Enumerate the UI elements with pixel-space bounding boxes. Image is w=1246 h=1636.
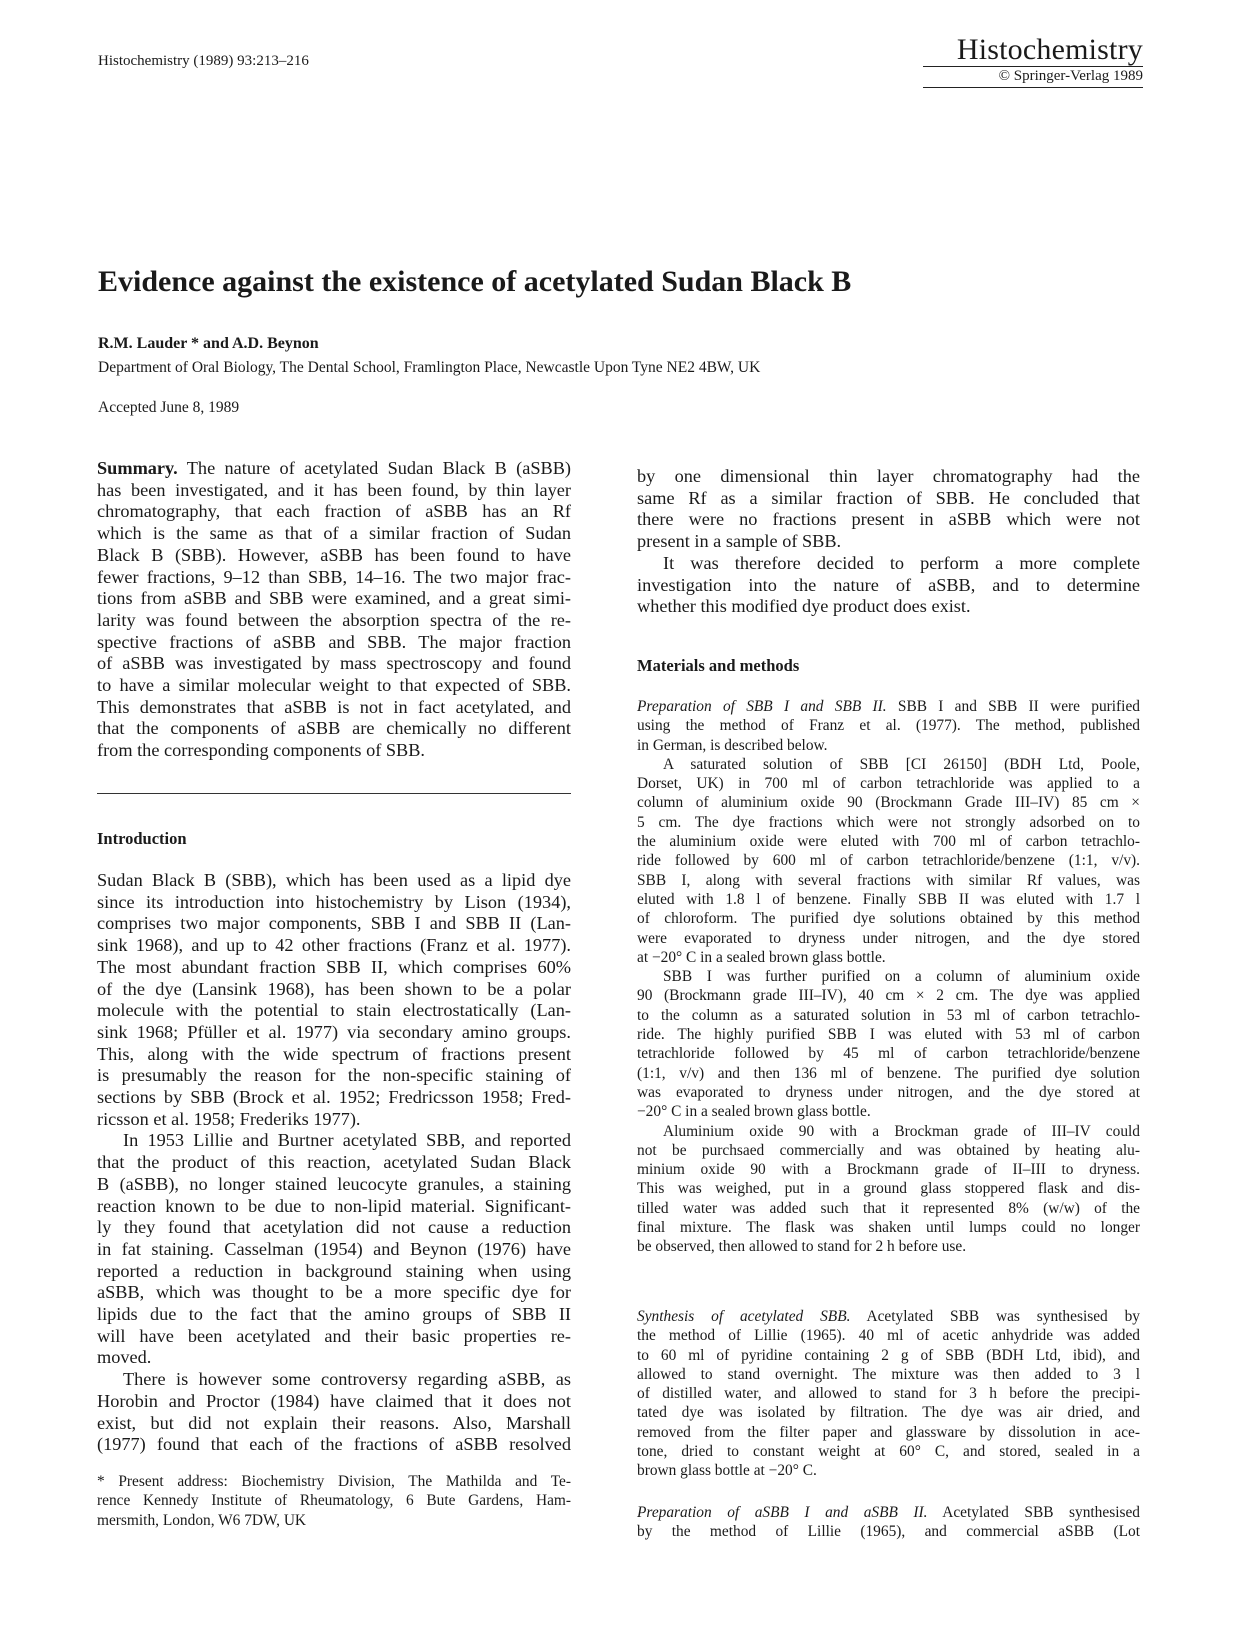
- footnote: * Present address: Biochemistry Division, The Mathilda and Te- rence Kennedy Institute of Rheumatology, 6 Bute Gardens, Ham- mersmith, London, W6 7DW, UK: [97, 1473, 571, 1529]
- prep-sbb-section: Preparation of SBB I and SBB II. SBB I and SBB II were purified using the method of Franz et al. (1977). The method, published in German, is described below. A saturated solution of SBB [CI 26150] (BDH Ltd, Poole, Dorset, UK) in 700 ml of carbon tetrachloride was applied to a column of aluminium oxide 90 (Brockmann Grade III–IV) 85 cm × 5 cm. The dye fractions which were not strongly adsorbed on to the aluminium oxide were eluted with 700 ml of carbon tetrachlo- ride followed by 600 ml of carbon tetrachloride/benzene (1:1, v/v). SBB I, along with several fractions with similar Rf values, was eluted with 1.8 l of benzene. Finally SBB II was eluted with 1.7 l of chloroform. The purified dye solutions obtained by this method were evaporated to dryness under nitrogen, and the dye stored at −20° C in a sealed brown glass bottle. SBB I was further purified on a column of aluminium oxide 90 (Brockmann grade III–IV), 40 cm × 2 cm. The dye was applied to the column as a saturated solution in 53 ml of carbon tetrachlo- ride. The highly purified SBB I was eluted with 53 ml of carbon tetrachloride followed by 45 ml of carbon tetrachloride/benzene (1:1, v/v) and then 136 ml of benzene. The purified dye solution was evaporated to dryness under nitrogen, and the dye stored at −20° C in a sealed brown glass bottle. Aluminium oxide 90 with a Brockman grade of III–IV could not be purchsaed commercially and was obtained by heating alu- minium oxide 90 with a Brockmann grade of II–III to dryness. This was weighed, put in a ground glass stoppered flask and dis- tilled water was added such that it represented 8% (w/w) of the final mixture. The flask was shaken until lumps could no longer be observed, then allowed to stand for 2 h before use.: [637, 698, 1140, 1256]
- journal-name: Histochemistry: [956, 33, 1143, 66]
- synthesis-section: Synthesis of acetylated SBB. Acetylated SBB was synthesised by the method of Lillie (1965). 40 ml of acetic anhydride was added to 60 ml of pyridine containing 2 g of SBB (BDH Ltd, ibid), and allowed to stand overnight. The mixture was then added to 3 l of distilled water, and allowed to stand for 3 h before the precipi- tated dye was isolated by filtration. The dye was air dried, and removed from the filter paper and glassware by dissolution in ace- tone, dried to constant weight at 60° C, and stored, sealed in a brown glass bottle at −20° C.: [637, 1308, 1140, 1480]
- introduction-body: Sudan Black B (SBB), which has been used as a lipid dye since its introduction into histochemistry by Lison (1934), comprises two major components, SBB I and SBB II (Lan- sink 1968), and up to 42 other fractions (Franz et al. 1977). The most abundant fraction SBB II, which comprises 60% of the dye (Lansink 1968), has been shown to be a polar molecule with the potential to stain electrostatically (Lan- sink 1968; Pfüller et al. 1977) via secondary amino groups. This, along with the wide spectrum of fractions present is presumably the reason for the non-specific staining of sections by SBB (Brock et al. 1952; Fredricsson 1958; Fred- ricsson et al. 1958; Frederiks 1977). In 1953 Lillie and Burtner acetylated SBB, and reported that the product of this reaction, acetylated Sudan Black B (aSBB), no longer stained leucocyte granules, a staining reaction known to be due to non-lipid material. Significant- ly they found that acetylation did not cause a reduction in fat staining. Casselman (1954) and Beynon (1976) have reported a reduction in background staining when using aSBB, which was thought to be a more specific dye for lipids due to the fact that the amino groups of SBB II will have been acetylated and their basic properties re- moved. There is however some controversy regarding aSBB, as Horobin and Proctor (1984) have claimed that it does not exist, but did not explain their reasons. Also, Marshall (1977) found that each of the fractions of aSBB resolved: [97, 870, 571, 1455]
- introduction-heading: Introduction: [97, 829, 187, 848]
- prep-asbb-title: Preparation of aSBB I and aSBB II.: [637, 1504, 928, 1521]
- running-head: Histochemistry (1989) 93:213–216: [98, 53, 309, 69]
- article-affiliation: Department of Oral Biology, The Dental School, Framlington Place, Newcastle Upon Tyne NE2 4BW, UK: [98, 359, 761, 376]
- prep-sbb-title: Preparation of SBB I and SBB II.: [637, 698, 887, 715]
- article-authors: R.M. Lauder * and A.D. Beynon: [98, 335, 319, 352]
- summary-section: Summary. The nature of acetylated Sudan Black B (aSBB) has been investigated, and it has been found, by thin layer chromatography, that each fraction of aSBB has an Rf which is the same as that of a similar fraction of Sudan Black B (SBB). However, aSBB has been found to have fewer fractions, 9–12 than SBB, 14–16. The two major frac- tions from aSBB and SBB were examined, and a great simi- larity was found between the absorption spectra of the re- spective fractions of aSBB and SBB. The major fraction of aSBB was investigated by mass spectroscopy and found to have a similar molecular weight to that expected of SBB. This demonstrates that aSBB is not in fact acetylated, and that the components of aSBB are chemically no different from the corresponding components of SBB.: [97, 458, 571, 761]
- introduction-continued: by one dimensional thin layer chromatography had the same Rf as a similar fraction of SBB. He concluded that there were no fractions present in aSBB which were not present in a sample of SBB. It was therefore decided to perform a more complete investigation into the nature of aSBB, and to determine whether this modified dye product does exist.: [637, 466, 1140, 617]
- article-title: Evidence against the existence of acetylated Sudan Black B: [98, 265, 852, 298]
- journal-masthead: [923, 34, 1143, 88]
- journal-copyright: © Springer-Verlag 1989: [923, 66, 1143, 88]
- prep-asbb-section: Preparation of aSBB I and aSBB II. Acetylated SBB synthesised by the method of Lillie (1965), and commercial aSBB (Lot: [637, 1504, 1140, 1541]
- summary-label: Summary.: [97, 458, 178, 478]
- methods-heading: Materials and methods: [637, 656, 800, 675]
- section-divider: [97, 793, 571, 794]
- accepted-date: Accepted June 8, 1989: [98, 399, 240, 416]
- synthesis-title: Synthesis of acetylated SBB.: [637, 1308, 851, 1325]
